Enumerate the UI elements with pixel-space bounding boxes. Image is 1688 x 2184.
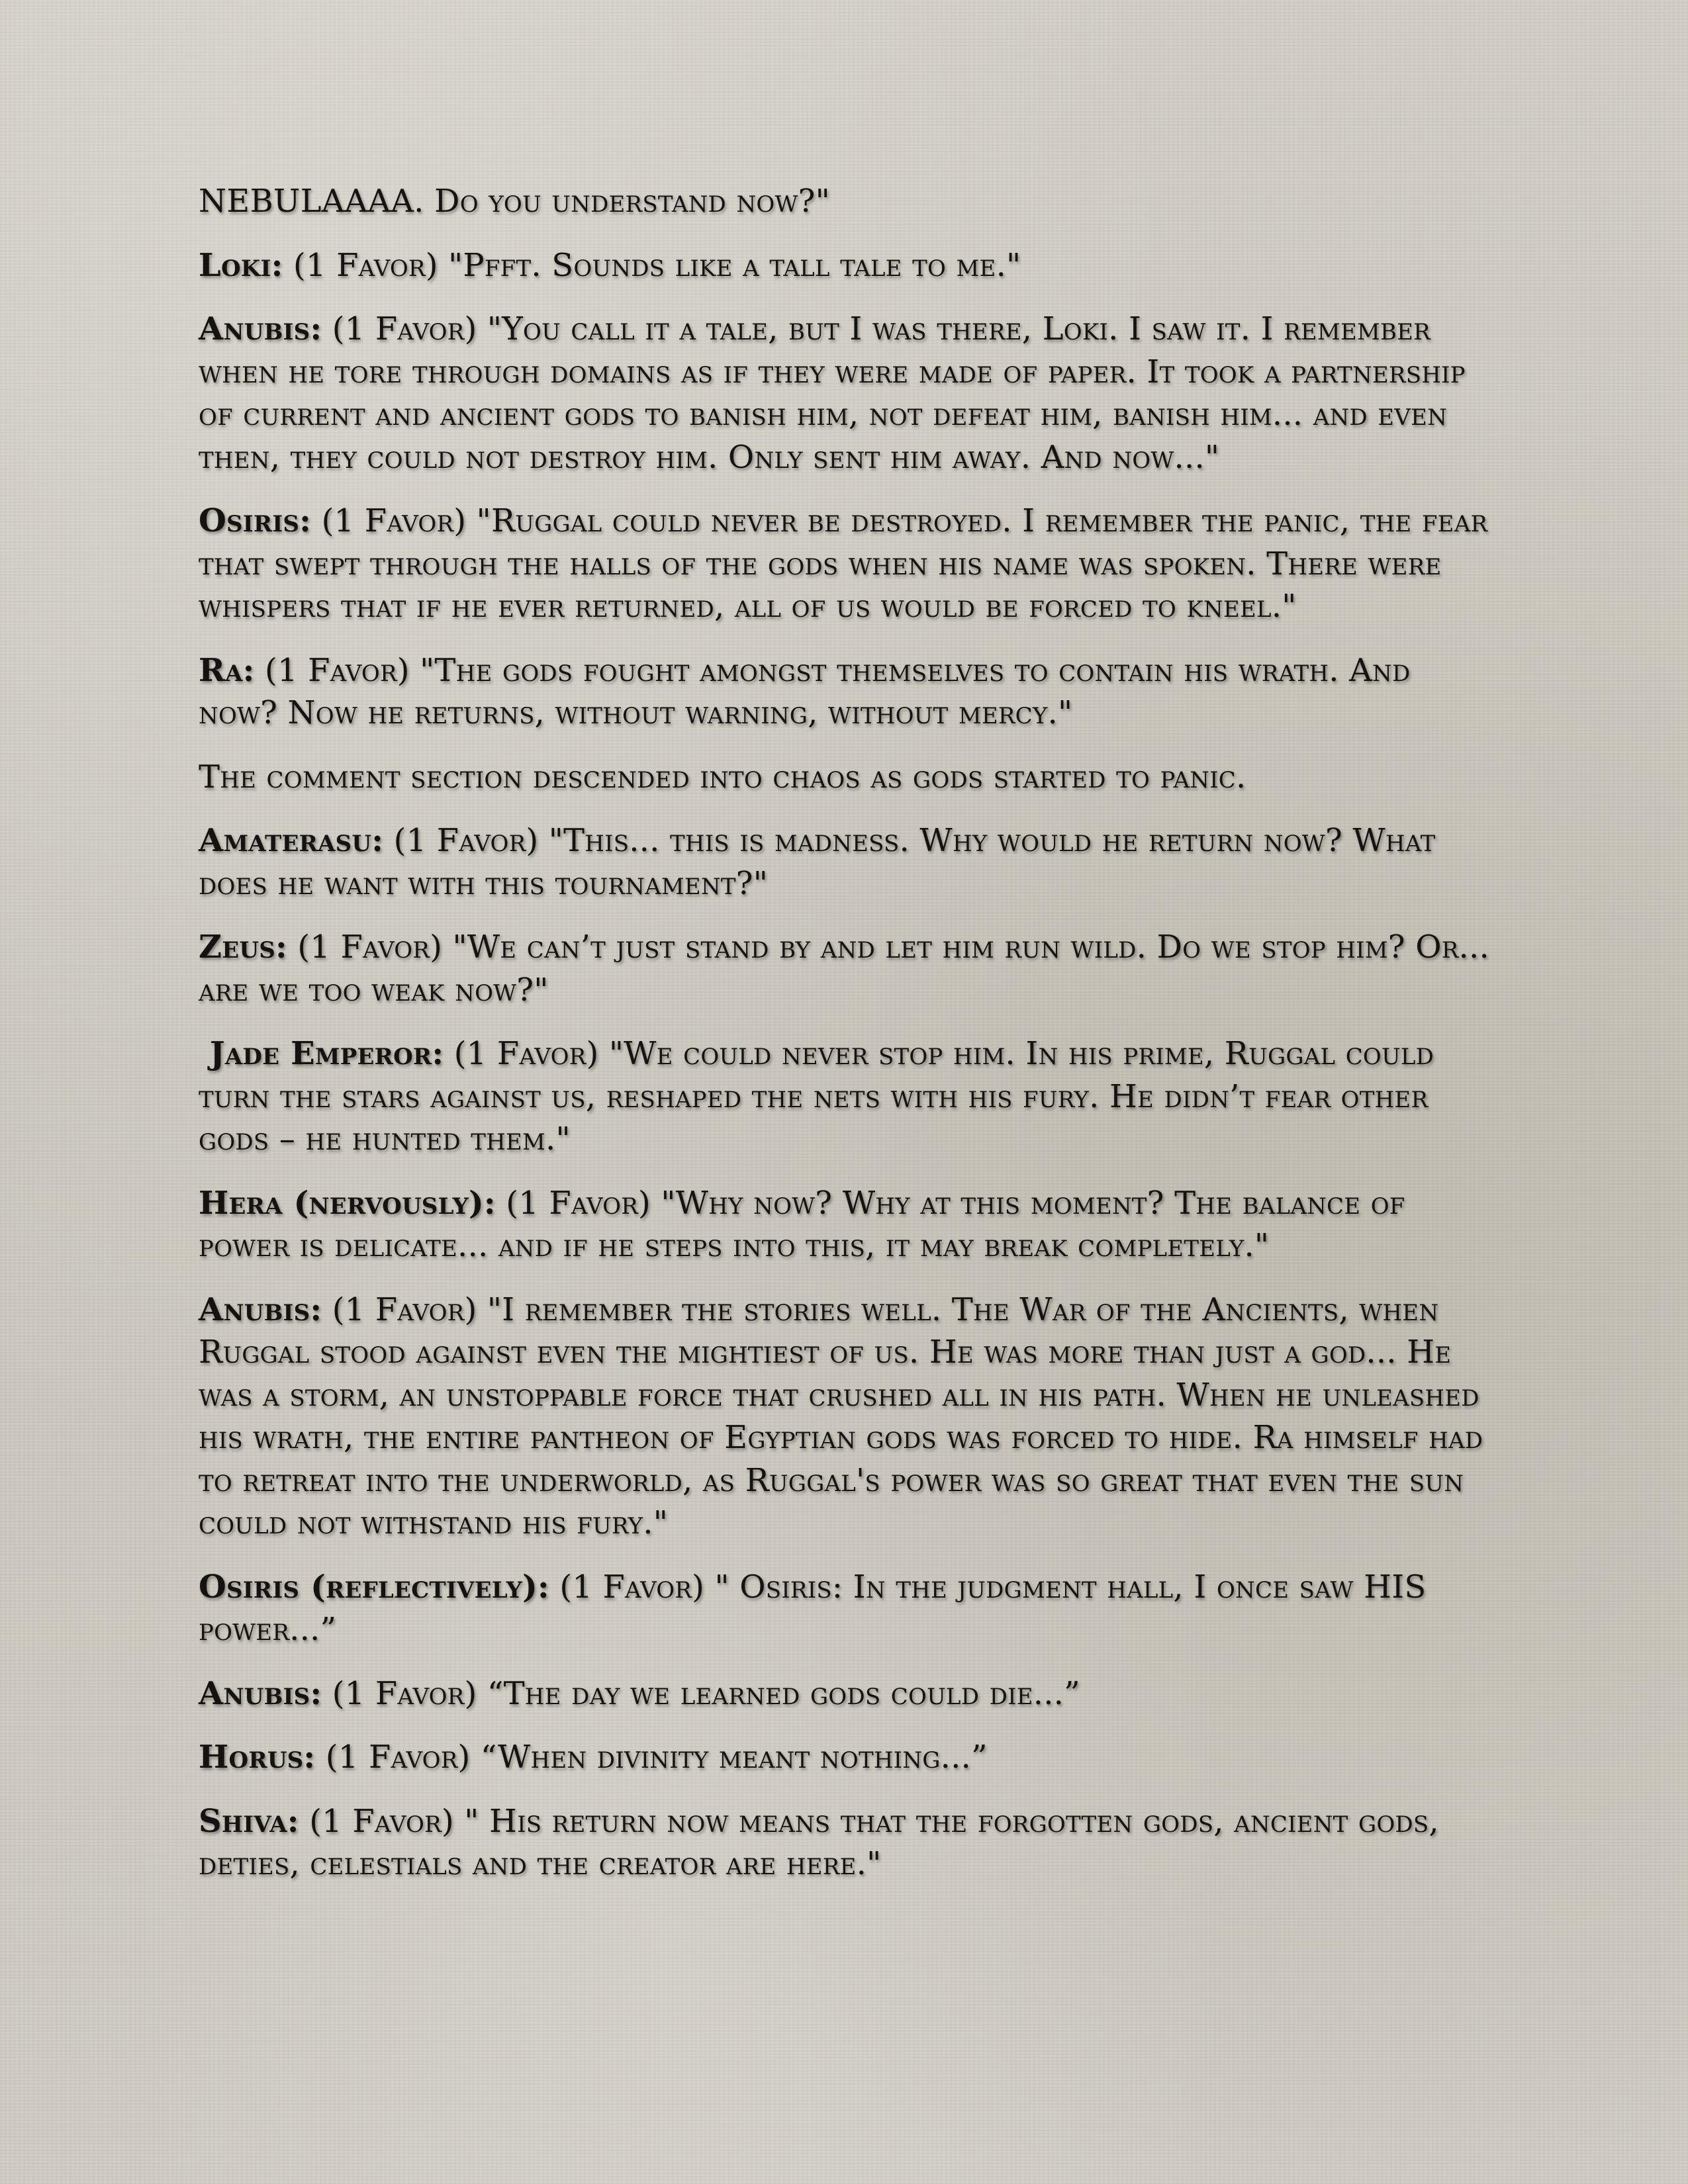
speaker-name: Loki: (199, 246, 283, 284)
dialogue-text: (1 Favor) "Why now? Why at this moment? The balance of power is delicate... and if he steps into this, it may break completely." (199, 1184, 1405, 1264)
speaker-name: Hera (nervously): (199, 1184, 496, 1222)
paragraph-nebula (199, 180, 1496, 223)
dialogue-jade-emperor (199, 1032, 1496, 1161)
dialogue-text: (1 Favor) "Ruggal could never be destroyed. I remember the panic, the fear that swept through the halls of the gods when his name was spoken. There were whispers that if he ever returned, all of us would be forced to kneel." (199, 502, 1488, 625)
dialogue-ra (199, 649, 1496, 735)
dialogue-text: (1 Favor) "The gods fought amongst themselves to contain his wrath. And now? Now he returns, without warning, without mercy." (199, 651, 1411, 731)
dialogue-anubis-2 (199, 1289, 1496, 1545)
speaker-name: Anubis: (199, 1291, 322, 1328)
dialogue-text: (1 Favor) " His return now means that the forgotten gods, ancient gods, deties, celestials and the creator are here." (199, 1802, 1439, 1882)
paragraph-text: NEBULAAAA. Do you understand now?" (199, 183, 830, 220)
dialogue-anubis-3 (199, 1672, 1496, 1715)
dialogue-horus (199, 1736, 1496, 1779)
dialogue-text: (1 Favor) "I remember the stories well. The War of the Ancients, when Ruggal stood against even the mightiest of us. He was more than just a god... He was a storm, an unstoppable force that crushed all in his path. When he unleashed his wrath, the entire pantheon of Egyptian gods was forced to hide. Ra himself had to retreat into the underworld, as Ruggal's power was so great that even the sun could not withstand his fury." (199, 1291, 1483, 1541)
speaker-name: Zeus: (199, 929, 287, 966)
dialogue-loki (199, 244, 1496, 287)
dialogue-osiris-2 (199, 1566, 1496, 1651)
dialogue-zeus (199, 926, 1496, 1011)
dialogue-osiris-1 (199, 500, 1496, 628)
speaker-name: Osiris (reflectively): (199, 1568, 549, 1606)
narration-paragraph (199, 756, 1496, 799)
dialogue-anubis-1 (199, 308, 1496, 478)
dialogue-text: (1 Favor) " Osiris: In the judgment hall, I once saw HIS power...” (199, 1568, 1427, 1648)
dialogue-text: (1 Favor) "We can’t just stand by and let him run wild. Do we stop him? Or... are we too weak now?" (199, 929, 1489, 1009)
dialogue-text: (1 Favor) "We could never stop him. In his prime, Ruggal could turn the stars against us, reshaped the nets with his fury. He didn’t fear other gods – he hunted them." (199, 1035, 1434, 1158)
dialogue-text: (1 Favor) "You call it a tale, but I was there, Loki. I saw it. I remember when he tore through domains as if they were made of paper. It took a partnership of current and ancient gods to banish him, not defeat him, banish him... and even then, they could not destroy him. Only sent him away. And now..." (199, 310, 1466, 476)
dialogue-amaterasu (199, 819, 1496, 905)
speaker-name: Anubis: (199, 1674, 322, 1712)
dialogue-text: (1 Favor) “The day we learned gods could die...” (322, 1674, 1080, 1712)
document-body (199, 180, 1496, 1907)
speaker-name: Anubis: (199, 310, 322, 347)
speaker-name: Horus: (199, 1739, 316, 1776)
dialogue-hera (199, 1182, 1496, 1267)
speaker-name: Osiris: (199, 502, 312, 539)
speaker-name: Shiva: (199, 1802, 299, 1840)
speaker-name: Jade Emperor: (199, 1035, 444, 1072)
dialogue-text: (1 Favor) "This... this is madness. Why would he return now? What does he want with this tournament?" (199, 822, 1436, 902)
dialogue-text: (1 Favor) "Pfft. Sounds like a tall tale to me." (283, 246, 1021, 284)
speaker-name: Amaterasu: (199, 822, 384, 859)
dialogue-text: (1 Favor) “When divinity meant nothing...” (315, 1739, 988, 1776)
dialogue-shiva (199, 1800, 1496, 1886)
paragraph-text: The comment section descended into chaos as gods started to panic. (199, 758, 1246, 796)
speaker-name: Ra: (199, 651, 255, 689)
